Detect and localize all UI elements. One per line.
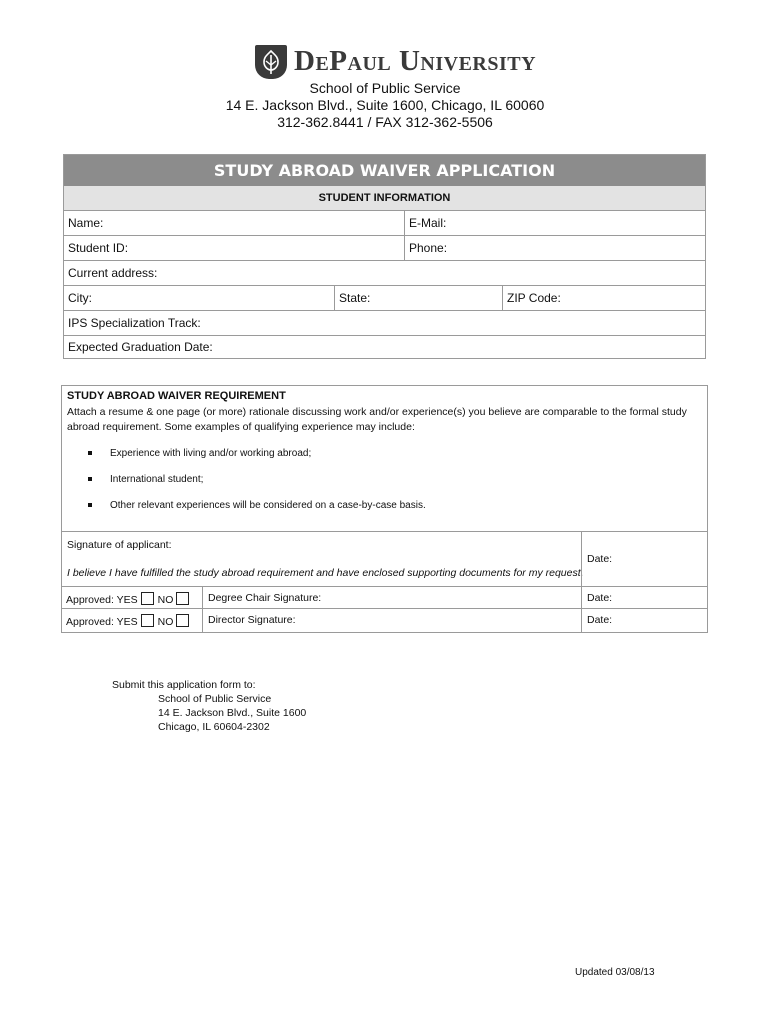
yes-checkbox[interactable] [141,592,154,605]
updated-date: Updated 03/08/13 [575,967,655,978]
table-row [64,286,705,311]
no-label: NO [157,616,174,628]
degree-chair-signature-field[interactable]: Degree Chair Signature: [208,592,322,604]
ips-track-field[interactable]: IPS Specialization Track: [68,316,201,330]
divider [581,531,582,633]
table-row [64,211,705,236]
submit-address-line: Chicago, IL 60604-2302 [158,721,270,733]
list-item [88,474,203,485]
current-address-field[interactable]: Current address: [68,266,158,280]
school-name: School of Public Service [309,80,461,96]
student-info-table [63,154,706,359]
bullet-text: Other relevant experiences will be considered on a case-by-case basis. [110,500,426,511]
email-field[interactable]: E-Mail: [404,211,705,235]
bullet-text: International student; [110,474,204,485]
table-row [64,336,705,358]
certification-statement: I believe I have fulfilled the study abroad requirement and have enclosed supporting documents for my request. [67,567,584,579]
divider [62,586,707,587]
state-field[interactable]: State: [334,286,502,310]
divider [202,586,203,633]
director-date-field[interactable]: Date: [587,614,613,626]
bullet-icon [88,477,92,481]
waiver-requirement-box [61,385,708,633]
approval-chair [66,592,193,606]
applicant-signature-field[interactable]: Signature of applicant: [67,539,172,551]
list-item [88,448,311,459]
university-logo-text: DePaul University [294,45,537,77]
bullet-icon [88,503,92,507]
grad-date-field[interactable]: Expected Graduation Date: [68,340,213,354]
school-address: 14 E. Jackson Blvd., Suite 1600, Chicago, IL 60060 [225,97,545,113]
form-title: STUDY ABROAD WAIVER APPLICATION [64,155,705,186]
phone-field[interactable]: Phone: [404,236,705,260]
table-row [64,311,705,336]
submit-address-line: School of Public Service [158,693,272,705]
student-id-field[interactable]: Student ID: [68,241,129,255]
bullet-icon [88,451,92,455]
director-signature-field[interactable]: Director Signature: [208,614,296,626]
city-field[interactable]: City: [68,291,92,305]
requirement-line: Attach a resume & one page (or more) rationale discussing work and/or experience(s) you believe are comparable to the formal study [67,406,687,418]
submit-address-line: 14 E. Jackson Blvd., Suite 1600 [158,707,307,719]
chair-date-field[interactable]: Date: [587,592,613,604]
approved-label: Approved: YES [66,616,138,628]
applicant-date-field[interactable]: Date: [587,553,613,565]
list-item [88,500,426,511]
divider [62,608,707,609]
section-title: STUDENT INFORMATION [64,186,705,211]
university-shield-icon [255,45,287,79]
zip-field[interactable]: ZIP Code: [502,286,705,310]
yes-checkbox[interactable] [141,614,154,627]
divider [62,531,707,532]
requirement-title: STUDY ABROAD WAIVER REQUIREMENT [67,390,286,402]
approved-label: Approved: YES [66,594,138,606]
table-row [64,236,705,261]
no-checkbox[interactable] [176,592,189,605]
no-checkbox[interactable] [176,614,189,627]
approval-director [66,614,193,628]
name-field[interactable]: Name: [68,216,104,230]
school-phone-fax: 312-362.8441 / FAX 312-362-5506 [277,114,493,130]
submit-intro: Submit this application form to: [112,679,256,691]
submit-instructions [112,678,306,734]
requirement-line: abroad requirement. Some examples of qualifying experience may include: [67,421,415,433]
requirement-description [67,405,697,435]
no-label: NO [157,594,174,606]
bullet-text: Experience with living and/or working abroad; [110,448,312,459]
table-row [64,261,705,286]
